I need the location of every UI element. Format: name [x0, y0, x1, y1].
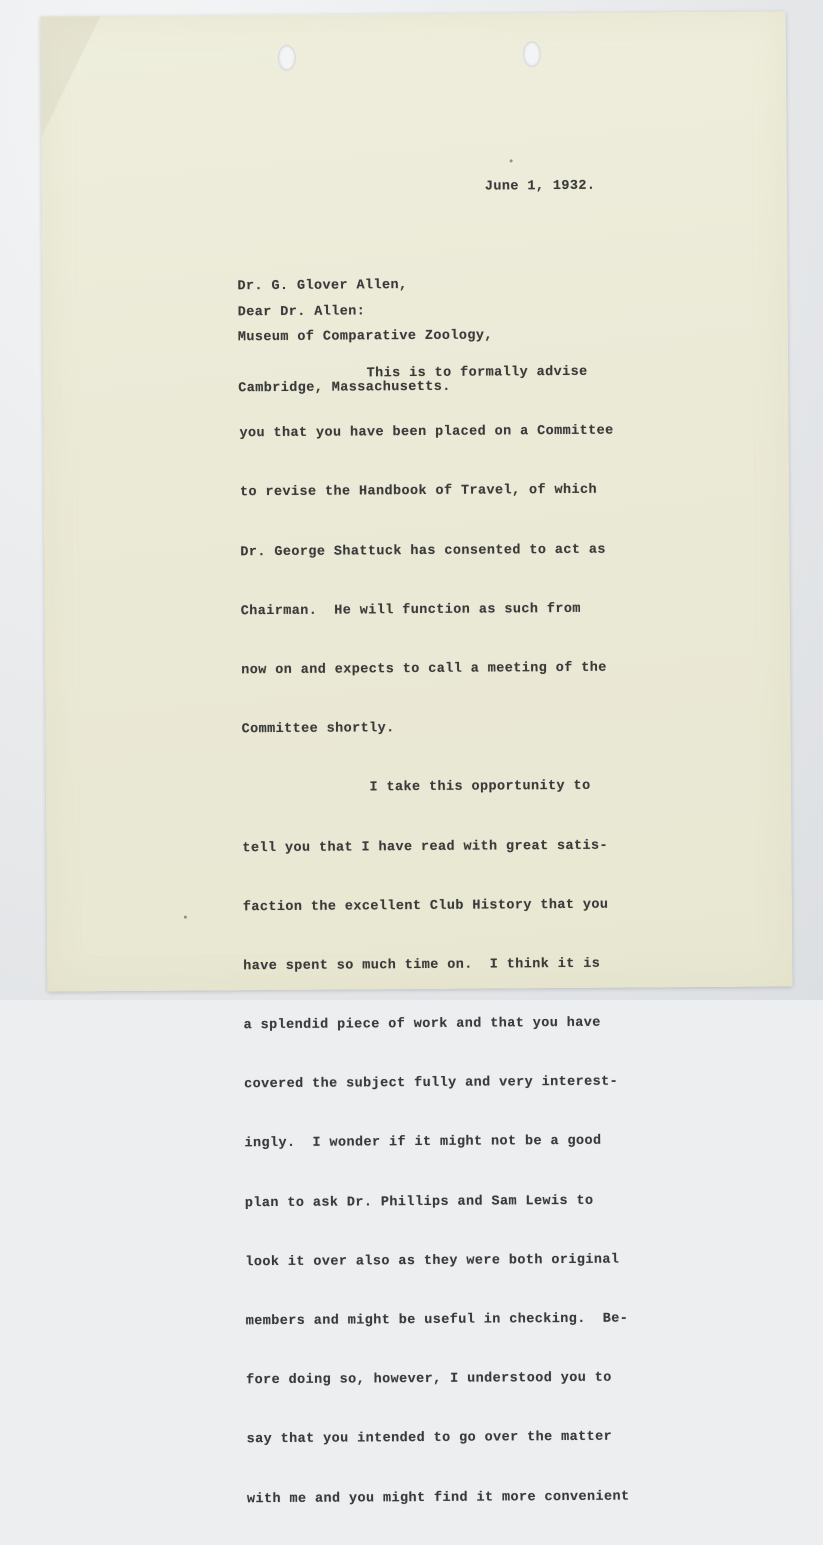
letter-date: June 1, 1932.	[484, 178, 596, 195]
body-line: say that you intended to go over the matter	[246, 1430, 613, 1448]
body-line: to revise the Handbook of Travel, of which	[239, 483, 598, 501]
address-line: Cambridge, Massachusetts.	[238, 379, 451, 397]
body-line: I take this opportunity to	[241, 779, 591, 797]
paper-speck	[184, 916, 187, 919]
body-line: Dr. George Shattuck has consented to act as	[240, 542, 606, 560]
letter-page	[41, 11, 793, 1507]
body-line: fore doing so, however, I understood you to	[246, 1370, 612, 1389]
body-line: This is to formally advise	[239, 364, 588, 383]
body-line: Chairman. He will function as such from	[240, 601, 581, 619]
body-line: with me and you might find it more convenient	[246, 1489, 630, 1507]
letter-body	[239, 328, 630, 1544]
body-line: Committee shortly.	[241, 721, 395, 738]
body-line: tell you that I have read with great satis-	[242, 838, 609, 856]
body-line: you that you have been placed on a Committee	[239, 423, 614, 442]
body-line: look it over also as they were both original	[245, 1252, 620, 1271]
folded-corner	[41, 16, 102, 136]
paper-speck	[510, 159, 513, 162]
punch-hole-left	[278, 45, 296, 71]
address-line: Museum of Comparative Zoology,	[237, 328, 493, 346]
address-line: Dr. G. Glover Allen,	[237, 278, 408, 295]
body-line: a splendid piece of work and that you have	[243, 1015, 601, 1034]
body-line: members and might be useful in checking. Be-	[245, 1311, 629, 1330]
body-line: plan to ask Dr. Phillips and Sam Lewis to	[244, 1193, 594, 1211]
punch-hole-right	[523, 41, 541, 67]
body-line: covered the subject fully and very interest-	[244, 1074, 619, 1093]
body-line: now on and expects to call a meeting of the	[241, 660, 607, 679]
salutation: Dear Dr. Allen:	[237, 304, 366, 321]
body-line: have spent so much time on. I think it is	[243, 956, 601, 975]
body-line: ingly. I wonder if it might not be a good	[244, 1134, 602, 1152]
body-line: faction the excellent Club History that you	[242, 897, 609, 915]
